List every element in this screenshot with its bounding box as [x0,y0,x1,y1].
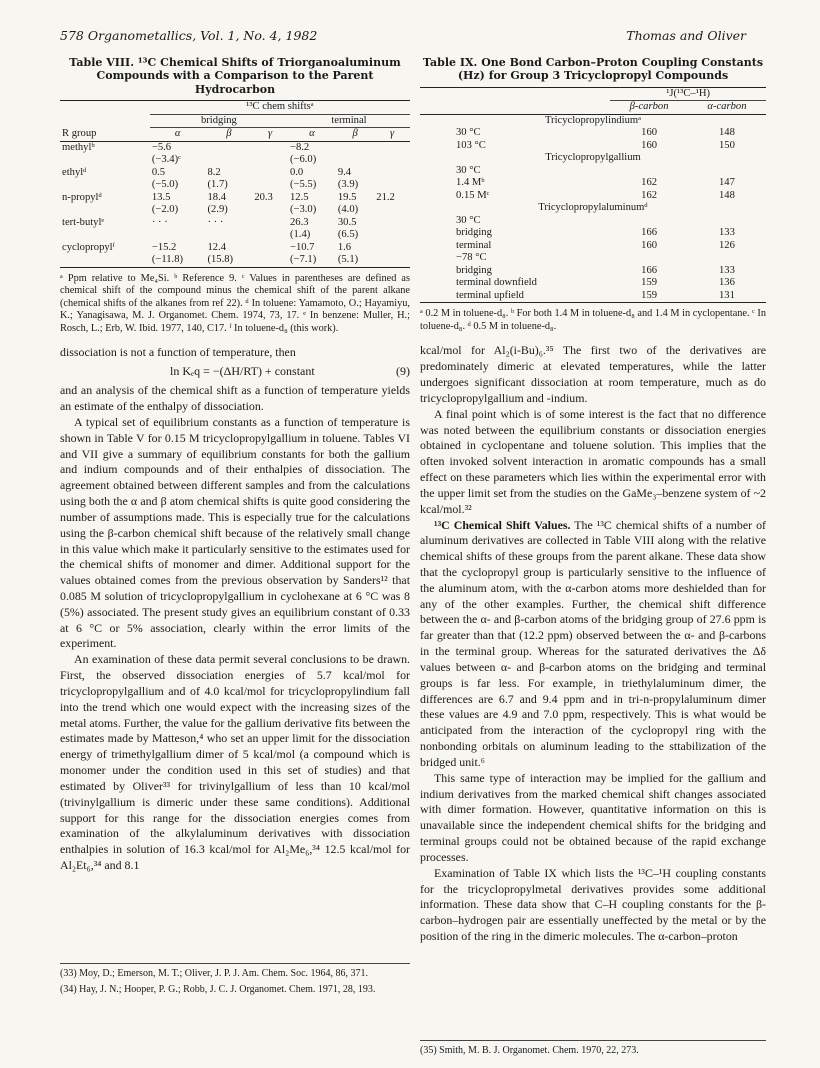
table-cell: 1.6 [337,241,352,253]
table-cell: 148 [719,127,735,139]
row-label: ethylᵈ [62,166,87,178]
table-cell [252,229,288,242]
col-header-beta-carbon: β-carbon [629,101,669,113]
row-label: 103 °C [456,139,486,151]
table-cell [610,165,688,178]
row-label [60,254,150,267]
table-9-footnotes: ᵃ 0.2 M in toluene-d₈. ᵇ For both 1.4 M in toluene-d₈ and 1.4 M in cyclopentane. ᶜ In toluene-d₈. ᵈ 0.5 M in toluene-d₈. [420,308,766,332]
table-cell [252,154,288,167]
table-row [60,204,410,217]
col-header-beta: β [352,128,358,140]
table-cell: 0.0 [289,166,304,178]
paragraph: A final point which is of some interest is the fact that no difference was noted between the equilibrium constants or dissociation energies obtained in cyclopentane and toluene solution. This implies that the often invoked solvent interaction in aromatic compounds has a small effect on these parameters which lies within the experimental error with the upper limit set from the studies on the GaMe₃–benzene system of ~2 kcal/mol.³² [420,406,766,516]
row-label: −78 °C [456,252,487,264]
table-row [420,165,766,178]
table-cell: 20.3 [254,191,273,203]
left-body-text [60,345,410,873]
row-label: 30 °C [456,214,481,226]
table-row [60,167,410,180]
table-cell: −10.7 [289,241,315,253]
table-row [60,254,410,267]
row-label [60,179,150,192]
row-label: 30 °C [456,164,481,176]
section-label: Tricyclopropylgallium [545,152,641,164]
table-row [60,179,410,192]
table-cell [374,141,410,154]
table-8-group-header: ¹³C chem shiftsᵃ [150,101,410,115]
table-row [420,140,766,153]
col-header-gamma: γ [268,128,273,140]
table-cell [252,167,288,180]
table-cell [205,154,252,167]
table-9-group-header: ¹J(¹³C–¹H) [610,87,766,101]
equation-number: (9) [396,364,410,379]
table-cell [252,217,288,230]
table-row [420,114,766,127]
table-row [420,290,766,303]
table-cell: (6.5) [337,229,359,241]
table-cell [374,154,410,167]
table-cell [374,204,410,217]
table-cell: −8.2 [289,141,310,153]
col-header-gamma: γ [390,128,395,140]
row-label: 1.4 Mᵇ [456,177,485,189]
row-label: n-propylᵈ [62,191,102,203]
table-cell [688,215,766,228]
table-row [420,252,766,265]
table-8 [60,100,410,268]
table-cell: 147 [719,177,735,189]
table-cell: (1.7) [207,179,228,191]
table-cell: 159 [641,277,658,289]
row-label: terminal downfield [456,277,537,289]
table-8-rgroup-header: R group [62,127,97,139]
paragraph: An examination of these data permit several conclusions to be drawn. First, the observed dissociation energies of 5.7 kcal/mol for tricyclopropylgallium and of 4.0 kcal/mol for tricyclopropylindium fall into the trend which one would expect with the increasing sizes of the metal atoms. Further, the value for the gallium derivative fits between the estimates made by Matteson,⁴ who set an upper limit for the dissociation energy of trimethylgallium dimer of 5 kcal/mol (a compound which is monomer under the condition used in this set of studies) and that estimated by Oliver³³ for trivinylgallium of less than 10 kcal/mol (trivinylgallium is dimeric under these same conditions). Additional support for this range for the dissociation energies comes from examination of the alkylaluminum derivatives with dissociation enthalpies in solution of 16.3 kcal/mol for Al₂Me₆,³⁴ 12.5 kcal/mol for Al₂Et₆,³⁴ and 8.1 [60,652,410,873]
table-9-caption: Table IX. One Bond Carbon–Proton Coupling Constants (Hz) for Group 3 Tricyclopropyl Compounds [422,56,764,83]
row-label [60,154,150,167]
row-label: bridging [456,264,492,276]
table-cell [374,242,410,255]
table-cell: · · · [207,216,224,228]
table-cell [688,252,766,265]
table-cell: 162 [641,189,658,201]
table-cell: 136 [719,277,735,289]
paragraph: This same type of interaction may be implied for the gallium and indium derivatives from the marked chemical shift changes associated with dimer formation. However, quantitative information on this is unavailable since the independent chemical shifts for the bridging and terminal groups could not be obtained because of the rapid exchange processes. [420,770,766,864]
col-header-alpha: α [309,128,315,140]
table-cell [610,215,688,228]
paragraph: Examination of Table IX which lists the ¹³C–¹H coupling constants for the tricyclopropylmetal derivatives provides some additional information. These data show that C–H coupling constants for the β-carbon–hydrogen pair are essentially uneffected by the metal or by the position of the ring in the dimeric molecules. The α-carbon–proton [420,865,766,944]
table-row [420,152,766,165]
table-cell: 13.5 [151,191,171,203]
table-cell: 12.5 [289,191,309,203]
table-cell: 0.5 [151,166,166,178]
table-cell: (2.9) [207,204,228,216]
col-header-alpha: α [174,128,181,140]
table-row [420,277,766,290]
table-cell: (5.1) [337,254,359,266]
running-header-right: Thomas and Oliver [626,28,746,43]
row-label: cyclopropylᶠ [62,241,115,253]
table-cell: 12.4 [207,241,227,253]
table-cell: (15.8) [207,254,234,266]
paragraph: kcal/mol for Al₂(i-Bu)₆.³⁵ The first two of the derivatives are predominately dimeric at elevated temperatures, while the latter undergoes significant dissociation at room temperature, much as do tricyclopropylgallium and -indium. [420,343,766,405]
table-row [420,265,766,278]
table-cell: (−5.5) [289,179,317,191]
table-row [420,190,766,203]
table-cell: 166 [641,227,658,239]
table-row [420,127,766,140]
table-cell: 148 [719,189,735,201]
paragraph-text: The ¹³C chemical shifts of a number of aluminum derivatives are collected in Table VIII along with the relative chemical shifts of these groups from the parent alkane. These data show that the cyclopropyl group is particularly sensitive to the influence of the aluminum atom, with the α-carbon atoms more deshielded than for any of the other examples. Further, the chemical shift difference between the α- and β-carbon atoms of the bridging group of 27.6 ppm is far greater than that (12.2 ppm) observed between the α- and β-carbons in the terminal group. Whereas for the saturated derivatives the Δδ values between α- and β-carbon atoms on the bridging and terminal groups is far less. For example, in triethylaluminum dimer, the differences are 6.7 and 9.4 ppm and in tri-n-propylaluminum dimer these values are 4.9 and 7.0 ppm, respectively. This is what would be anticipated from the interaction of the cyclopropyl ring with the nonbonding orbitals on aluminum leading to the sttabilization of the bridged unit.⁶ [420,517,766,769]
table-8-bridging-header: bridging [150,114,288,128]
table-cell: 8.2 [207,166,221,178]
table-cell: (−7.1) [289,254,317,266]
table-8-caption: Table VIII. ¹³C Chemical Shifts of Triorganoaluminum Compounds with a Comparison to the Parent Hydrocarbon [69,56,401,96]
right-references [420,1040,766,1061]
paragraph: A typical set of equilibrium constants as a function of temperature is shown in Table V for 0.15 M tricyclopropylgallium in toluene. Tables VI and VII give a summary of equilibrium constants for both the gallium and indium compounds and of their enthalpies of dissociation. The agreement obtained between different samples and from the calculations using both the α and β atom chemical shifts is quite good considering the number of assumptions made. This is especially true for the calculations using the β-carbon chemical shift because of the relatively small change in this value which make it particularly sensitive to the estimates used for the chemical shifts of monomer and dimer. Additional support for the values obtained comes from the previous observation by Sanders¹² that 0.085 M solution of tricyclopropylgallium in cyclohexane at 6 °C was 8 (5%) associated. The present study gives an equilibrium constant of 0.33 at 6 °C or 5% association, clearly within the error limits of the experiment. [60,414,410,651]
section-label: Tricyclopropylindiumᵃ [544,114,642,126]
reference: (35) Smith, M. B. J. Organomet. Chem. 1970, 22, 273. [420,1045,639,1056]
table-row [60,229,410,242]
row-label [60,229,150,242]
table-cell [336,141,374,154]
row-label: methylᵇ [62,141,95,153]
table-cell: (3.9) [337,179,359,191]
table-8-terminal-header: terminal [288,114,410,128]
right-body-text [420,343,766,944]
table-cell: 131 [719,289,735,301]
table-cell: −5.6 [151,141,172,153]
table-cell: 159 [641,289,658,301]
table-cell [374,167,410,180]
table-cell: 21.2 [376,191,395,203]
table-cell [252,204,288,217]
table-cell: 162 [641,177,658,189]
table-9 [420,87,766,304]
table-cell: 126 [719,239,735,251]
table-cell: (4.0) [337,204,359,216]
table-row [420,177,766,190]
table-cell [374,217,410,230]
table-cell: (−2.0) [151,204,179,216]
table-row [420,240,766,253]
running-header-left: 578 Organometallics, Vol. 1, No. 4, 1982 [60,28,318,43]
table-row [60,154,410,167]
table-8-footnotes: ᵃ Ppm relative to Me₄Si. ᵇ Reference 9. ᶜ Values in parentheses are defined as chemical shift of the compound minus the chemical shift of the parent alkane (chemical shifts of the alkanes from ref 22). ᵈ In toluene: Yamamoto, O.; Hayamiyu, K.; Yanagisawa, M. J. Organomet. Chem. 1974, 73, 17. ᵉ In benzene: Muller, H.; Rosch, L.; Erb, W. Ibid. 1977, 140, C17. ᶠ In toluene-d₈ (this work). [60,272,410,334]
table-cell: (−5.0) [151,179,179,191]
row-label: 30 °C [456,127,481,139]
row-label: bridging [456,227,492,239]
table-cell: 166 [641,264,658,276]
paragraph: and an analysis of the chemical shift as a function of temperature yields an estimate of the enthalpy of dissociation. [60,383,410,414]
table-cell: · · · [151,216,168,228]
table-cell [252,242,288,255]
col-header-beta: β [226,128,232,140]
table-cell: −15.2 [151,241,177,253]
row-label: terminal [456,239,492,251]
table-cell: (1.4) [289,229,311,241]
table-cell [610,252,688,265]
table-row [60,242,410,255]
table-cell [374,179,410,192]
row-label: terminal upfield [456,289,524,301]
table-cell: 150 [719,139,735,151]
table-row [420,215,766,228]
table-row [60,192,410,205]
table-cell [205,229,252,242]
table-cell [374,254,410,267]
table-row [60,217,410,230]
paragraph [420,518,766,771]
table-cell: 30.5 [337,216,357,228]
table-cell: 160 [641,239,658,251]
table-cell: 160 [641,127,658,139]
table-cell: (−11.8) [151,254,184,266]
table-row [420,202,766,215]
table-cell [336,154,374,167]
table-cell: 26.3 [289,216,309,228]
paragraph: dissociation is not a function of temperature, then [60,345,296,360]
table-cell: 133 [719,227,735,239]
section-heading: ¹³C Chemical Shift Values. [434,517,571,532]
row-label: tert-butylᵉ [62,216,105,228]
section-label: Tricyclopropylaluminumᵈ [538,202,648,214]
equation-9 [60,364,410,380]
table-cell: (−6.0) [289,154,317,166]
col-header-alpha-carbon: α-carbon [707,101,747,113]
reference: (33) Moy, D.; Emerson, M. T.; Oliver, J. P. J. Am. Chem. Soc. 1964, 86, 371. [60,968,369,979]
table-cell: 19.5 [337,191,357,203]
left-column [60,56,410,874]
table-row [60,141,410,154]
table-cell: (−3.0) [289,204,317,216]
table-cell: 160 [641,139,658,151]
table-cell [374,229,410,242]
table-cell [252,141,288,154]
right-column [420,56,766,945]
row-label: 0.15 Mᶜ [456,189,490,201]
table-cell [688,165,766,178]
table-cell: 18.4 [207,191,227,203]
table-cell [150,229,206,242]
table-cell: (−3.4)ᶜ [151,154,181,166]
table-cell [252,179,288,192]
table-row [420,227,766,240]
reference: (34) Hay, J. N.; Hooper, P. G.; Robb, J. C. J. Organomet. Chem. 1971, 28, 193. [60,983,376,995]
table-cell [252,254,288,267]
table-cell: 9.4 [337,166,352,178]
row-label [60,204,150,217]
table-cell [205,141,252,154]
table-cell: 133 [719,264,735,276]
equation-text: ln Kₑq = −(ΔH/RT) + constant [170,364,315,379]
left-references [60,963,410,999]
